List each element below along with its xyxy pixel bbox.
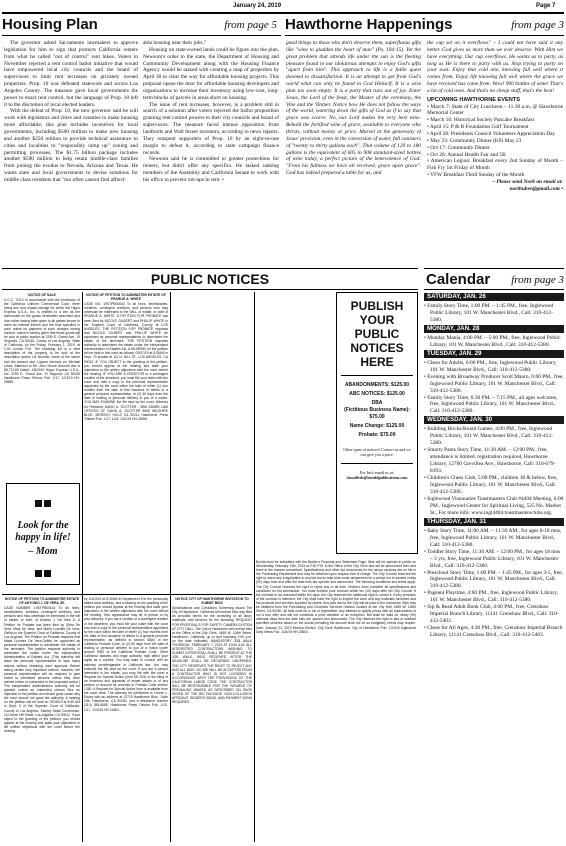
notice-body: Specifications and Conditions Governing Award The City of Hawthorne, California will receive bids duly filed as provided herein for the furnishing of all labor, materials, and services for the following: REQUEST FOR PROPOSALS FOR SAFETY CAMERA SYSTEM AT CITY HALL. The City of Hawthorne will receive bids at the Office of the City Clerk, 4455 W. 126th Street, Hawthorne, California, up to and including 2:00 p.m. on the date indicated. MANDATORY JOB WALK THURSDAY, FEBRUARY 7, 2019 AT 10:00 A.M. ALL INTERESTED CONTRACTORS WISHING TO SUBMIT A PROPOSAL SHALL BE PRESENT AT THE JOB WALK. BIDS RECEIVED AFTER THE DEADLINE SHALL BE RETURNED UNOPENED. THE CITY RESERVES THE RIGHT TO REJECT ANY AND ALL BIDS. NO BID WILL BE ACCEPTED FROM A CONTRACTOR WHO IS NOT LICENSED IN ACCORDANCE WITH THE PROVISIONS OF THE CALIFORNIA LABOR CODE. THE CONTRACTOR WILL BE RESPONSIBLE FOR THE PAYMENT OF PREVAILING WAGES AS DESCRIBED ON PAGE SEVEN OF THE BID PACKAGE. NON-COLLUSION AFFIDAVIT, BIDDER'S BOND, AND PAYMENT BOND REQUIRED. — [172, 606, 252, 705]
notice-body: by 2/4/2019 at 8:30AM in Department 5 in the personally stated court address, and a hearing on the granting of the petition you should appear at the hearing and state your objections or file written objections with the court before the hearing. Your appearance may be in person or by your attorney. If you are a creditor or a contingent creditor of the decedent, you must file your claim with the court and mail a copy to the personal representative appointed by the court within the later of either (1) four months from the date of first issuance of letters to a general personal representative, as defined in section 58(b) of the California Probate Code, or (2) 60 days from the date of mailing or personal delivery to you of a notice under section 9052 of the California Probate Code. Other California statutes and legal authority may affect your rights as a creditor. You may want to consult with an attorney knowledgeable in California law. You may examine the file kept by the court. If you are a person interested in the estate, you may file with the court a Request for Special Notice (form DE-154) of the filing of an inventory and appraisal of estate assets or of any petition or account as provided in Probate Code section 1250. A Request for Special Notice form is available from the court clerk. The attorney for petitioners is Lennie L. Eddey with an address at 12719 Hawthorne Blvd., Suite 205, Hawthorne, CA 90250, and a telephone number (310) 355-8588. Hawthorne Press Tribune Pub. 1/10, 1/17, 1/24/19 HH-26561 — [84, 597, 168, 712]
ad-headline-4: NOTICES — [350, 341, 404, 355]
ad-headline-5: HERE — [360, 355, 394, 369]
hawthorne-paragraph: the cup set on it overflows" – I could not have said it any better. God gives us more than we ever deserve. With Him we have everything. Our cup overflows. He wants us to party, as long as He is there to party with us. Stop trying to party on your own. Enjoy that cold one, knowing full well where it comes from. Enjoy life knowing full well where the grace we have received has come from. Wow! 900 bottles of wine! That's a lot of cold ones. And that's no cheap stuff, that's the best! — [427, 40, 563, 94]
hawthorne-column-1 — [286, 40, 421, 262]
ad-price: (Fictitious Business Name): $75.00 — [344, 407, 410, 420]
calendar-event: • Chess for All Ages, 4:30 PM., free, Crenshaw Imperial Branch Library, 11141 Crenshaw Blvd., Call: 310-412-5403. — [424, 625, 563, 639]
ad-divider — [341, 375, 413, 376]
calendar-event: • Family Story Time, 6:30 PM. – 7:15 PM., all ages welcome, free, Inglewood Public Library, 101 W. Manchester Blvd., Call: 310-412-5380. — [424, 394, 558, 415]
calendar-day-wednesday: WEDNESDAY, JAN. 30 — [424, 416, 564, 424]
housing-header — [2, 16, 281, 34]
ad-headline-1: PUBLISH — [350, 299, 404, 313]
ad-divider-2 — [341, 463, 413, 464]
calendar-event: • Preschool Story Time, 1:00 PM. – 1:45 PM., for ages 3-5, free, Inglewood Public Library, 101 W. Manchester Blvd., Call: 310-412-5380. — [424, 569, 564, 590]
calendar-header — [426, 271, 564, 289]
event-item: • VFW Breakfast Third Sunday of the Month — [427, 172, 525, 179]
housing-paragraph: The governor asked Sacramento lawmakers to approve legislation for him to sign that protects California renters from what he called "out of control" rent hikes. Voters in November rejected a rent control ballot initiative that would have empowered local city councils and the board of supervisors to limit rent increases on privately owned properties. Prop. 10 was defeated statewide and across Los Angeles County. The measure gave local governments the power to enact rent control, but the language of Prop. 10 left it to the discretion of local elected leaders. — [4, 40, 138, 108]
notice-de-vera — [4, 597, 80, 841]
box-marks — [7, 494, 79, 512]
ad-price: Probate: $75.00 — [358, 432, 396, 438]
notice-hawthorne-bids — [172, 597, 252, 841]
hawthorne-paragraph: good things to those who don't deserve them, superfluous gifts like "wine to gladden the heart of man" (Ps. 104:15). Yet the great problem that attends life under the sun is the fleeting pleasure found in our idolatrous attempts to enjoy God's gifts "apart from him". This approach to life is a futile quest doomed to dissatisfaction. It is an attempt to get from God's world what can only be found in God Himself. It is a wise plan too soon empty. It is a party that runs out of joy. Enter Jesus, the Lord of the feast, the Master of the ceremony, the Vine and the Vintner. Notice how He does not follow the ways of the world, watering down the gifts of God as if to say that grace was scarce. No, our Lord makes the very best wine. Behold the fortified wine of grace, available to everyone who thirsts, without money or price. Marvel at the generosity of Jesus' provision, even in the conversion of water, full canisters of "twenty to thirty gallons each". That volume of 120 to 180 gallons is the equivalent of 605 to 908 standard-sized bottles of wine today, a perfect picture of the benevolence of God: "From his fullness we have all received, grace upon grace". God has indeed prepared a table for us, and — [286, 40, 421, 177]
notices-divider — [170, 292, 171, 842]
hawthorne-rule — [285, 35, 564, 36]
calendar-title: Calendar — [426, 271, 491, 288]
calendar-event: • Baby Story Time, 11:00 AM. – 11:30 AM., for ages 0-18 mos, free, Inglewood Public Library, 101 W. Manchester Blvd., Call: 310-412-5380. — [424, 527, 562, 548]
event-item: • Oct 26: Annual Health Fair and 5K — [427, 151, 506, 158]
event-item: • March 16: Historical Society Pancake Breakfast — [427, 117, 534, 124]
ad-contact: For Info email us at: — [359, 470, 395, 475]
page-number: Page 7 — [536, 3, 556, 9]
issue-date: January 24, 2019 — [233, 3, 282, 9]
ad-fine-print: Other types of notices? Contact us and we can give you a price. — [343, 447, 411, 457]
calendar-event: • Sip & Read Adult Book Club, 4:00 PM., free, Crenshaw Imperial Branch Library, 11141 Crenshaw Blvd., Call: 310-412-5403. — [424, 604, 559, 625]
calendar-body — [424, 292, 564, 844]
notice-title: NOTICE OF PETITION TO ADMINISTER ESTATE OF PEARLIE A. WHITE — [86, 293, 166, 302]
ad-price: ABANDONMENTS: $125.00 — [344, 382, 410, 388]
ad-price: Name Change: $125.00 — [349, 423, 405, 429]
notices-divider — [82, 292, 83, 842]
calendar-event: • Pageant Playtime, 4:00 PM., free, Inglewood Public Library, 101 W. Manchester Blvd., Call: 310-412-5380. — [424, 590, 559, 604]
calendar-event: • Building Bricks/Board Games, 4:00 PM., free, Inglewood Public Library, 101 W. Manchester Blvd., Call: 310-412-5380. — [424, 426, 553, 447]
notice-title: NOTICE OF SALE — [28, 293, 56, 297]
event-item: • American Legion: Breakfast every 2nd Sunday of Month – Fish Fry 1st Friday of Month — [427, 158, 563, 172]
hawthorne-title: Hawthorne Happenings — [285, 16, 453, 33]
public-notices-title: PUBLIC NOTICES — [150, 271, 270, 287]
notices-rule — [2, 289, 418, 290]
box-marks-bottom — [7, 564, 79, 582]
closing-line: – Please send Norb an email at: — [492, 178, 563, 185]
upcoming-events-title: UPCOMING HAWTHORNE EVENTS — [427, 96, 520, 103]
calendar-rule — [424, 289, 564, 290]
top-rule — [2, 12, 564, 14]
calendar-event: • Inglewood Visionaries Toastmasters Club #4404 Meeting, 6:00 PM., Inglewood Center for Spiritual Living, 525 No. Market St., For more info: www.ingl4404.toastmastersclubs.org. — [424, 495, 564, 516]
ad-headline-2: YOUR — [359, 313, 395, 327]
housing-column-1 — [4, 40, 138, 262]
calendar-event: • Children's Chess Club, 5:00 PM., children 18 & below, free, Inglewood Public Library, 101 W. Manchester Blvd., Call: 310-412-5380. — [424, 475, 558, 495]
housing-from: from page 5 — [224, 19, 277, 31]
notice-sale — [4, 293, 80, 453]
housing-column-2 — [143, 40, 279, 262]
publish-ad[interactable] — [336, 292, 418, 554]
notice-body: CASE NO. 19STPB00064 To all heirs, beneficiaries, creditors, contingent creditors, and persons who may otherwise be interested in the WILL or estate, or both of PEARLIE A. WHITE. A PETITION FOR PROBATE has been filed by NICOLE GILBERT and PHILLIP WHITE in the Superior Court of California, County of LOS ANGELES. THE PETITION FOR PROBATE requests that NICOLE GILBERT and PHILLIP WHITE be appointed as personal representatives to administer the estate of the decedent. THE PETITION requests authority to administer the estate under the Independent Administration of Estates Act. A HEARING on the petition will be held in this court as follows: 02/07/19 at 8:30AM in Dept. 79 located at 111 N. HILL ST., LOS ANGELES, CA 90012. IF YOU OBJECT to the granting of the petition, you should appear at the hearing and state your objections or file written objections with the court before the hearing. IF YOU ARE A CREDITOR or a contingent creditor of the decedent, you must file your claim with the court and mail a copy to the personal representative appointed by the court within the later of either (1) four months from the date of first issuance of letters to a general personal representative, or (2) 60 days from the date of mailing or personal delivery to you of a notice. YOU MAY EXAMINE the file kept by the court. Attorney for Petitioner DAVID A. SCOTTER - SBN 246859 LAW OFFICES OF DAVID A. SCOTTER 8549 WILSHIRE BLVD. BEVERLY HILLS CA 90211 Hawthorne Press Tribune Pub. 1/17, 1/24, 1/31/19 HH-26594 — [84, 302, 168, 421]
housing-paragraph: The issue of rent increases, however, is a problem still in search of a solution after voters rejected the ballot proposition granting rent control powers to their city councils and board of supervisors. The measure faced intense opposition from landlords and Wall Street investors, according to news reports. They outspent supporters of Prop. 10 by an eight-to-one margin to defeat it, according to state campaign finance records. — [143, 101, 279, 156]
notice-continued — [84, 597, 168, 841]
calendar-day-saturday: SATURDAY, JAN. 26 — [424, 293, 564, 301]
event-item: • April 28: Presidents Council Volunteers Appreciation Day — [427, 130, 556, 137]
housing-paragraph: able housing near their jobs." — [143, 40, 207, 46]
hawthorne-header — [285, 16, 564, 34]
calendar-event: • Toddler Story Time, 11:30 AM. – 12:00 PM., for ages 18 mos – 3 yrs, free, Inglewood Public Library, 101 W. Manchester Blvd., Call: 310-412-5380. — [424, 548, 561, 569]
ad-email[interactable]: classifieds@heraldpublications.com — [346, 475, 408, 480]
notice-bonds — [256, 560, 416, 841]
housing-rule — [2, 35, 281, 36]
calendar-day-tuesday: TUESDAY, JAN. 29 — [424, 350, 564, 358]
calendar-event: • Chess for Adults, 6:00 PM., free, Inglewood Public Library, 101 W. Manchester Blvd., Call: 310-412-5380. — [424, 359, 557, 373]
notice-body: U.C.C. 7/210 In accordance with the provisions of the California Uniform Commercial Code, there being due and unpaid storage for which the Hippo Express U.S.A., Inc. is entitled to a lien as the warehouse on the goods hereinafter described and due notice having been given to all parties known to claim an interest therein and the time specified in such notice for payment of such charges having expired, notice is hereby given that these goods will be sold at public auction at 2250 E. Grand Ave., El Segundo, CA 90245, County of Los Angeles, State of California, on the Friday, February 1, 2019, at 1:00 o'clock P.M. The following list is a brief description of the property to be sold at the description and/or Lot Number, name of the owner and the amount due: Lignum interiors c/o Michael Lewis, Attention to Mr. John Moore Amount due is $8,773.69 Dated: 1/8/2019 Hippo Express U.S.A., Inc. 2250 E. Grand Ave. El Segundo CA 90245 Hawthorne Press Tribune Pub. 1/17, 1/24/19 HH-26586 — [4, 298, 80, 384]
ad-price: ABC NOTICES: $125.00 — [349, 391, 405, 397]
housing-paragraph: Housing on state-owned lands could be figure into the plan. Newsom's order to the state, the Department of Housing and Community Development along with the Housing Finance Agency would be tasked with creating a map of properties by April 30 to clear the way for affordable housing projects. This proposal opens the door for affordable housing developers and organizations to increase their inventory using low-cost, long-term blocks of parcels in areas short on housing. — [143, 46, 279, 101]
calendar-day-monday: MONDAY, JAN. 28 — [424, 325, 564, 333]
housing-paragraph: Newsom said he is committed to greater protections for renters, but didn't offer any specifics. He tasked ranking members of the Assembly and California Senate to work with his office to prevent run-ups in rent. • — [143, 156, 279, 183]
event-item: • April 15: P & R Foundation Golf Tournament — [427, 124, 529, 131]
notice-title: NOTICE CITY OF HAWTHORNE INVITATION TO SUBMIT BIDS — [175, 597, 249, 606]
calendar-day-thursday: THURSDAY, JAN. 31 — [424, 518, 564, 526]
hawthorne-from: from page 3 — [511, 19, 564, 31]
notice-body: CASE NUMBER 19STPB00144 To all heirs, beneficiaries, creditors, contingent creditors, and persons who may otherwise be interested in the will or estate, or both, of Antonio J. De Vera Jr. A Petition for Probate has been filed by Silvia De Vera, Mark De Vera, and Marla Lourdes De Vera-Gelido in the Superior Court of California, County of Los Angeles. The Petition for Probate requests that Marla Lourdes De Vera-Gelido be appointed as personal representative to administer the estate of the decedent. The petition requests authority to administer the estate under the Independent Administration of Estates Act. (This authority will allow the personal representative to take many actions without obtaining court approval. Before taking certain very important actions, however, the personal representative will be required to give notice to interested persons unless they have waived notice or consented to the proposed action.) The independent administration authority will be granted unless an interested person files an objection to the petition and shows good cause why the court should not grant the authority. A hearing on the petition will be held on 02/08/19 at 8:30 AM in Dept. 5 of the Superior Court of California, County of Los Angeles, Stanley Mosk Courthouse, 111 North Hill Street, Los Angeles, CA 90012. If you object to the granting of the petition, you should appear at the hearing and state your objections or file written objections with the court before the hearing. — [4, 606, 80, 733]
notice-title: NOTICE OF PETITION TO ADMINISTER ESTATE OF ANTONIO J. DE VERA JR. — [4, 597, 80, 606]
ad-headline-3: PUBLIC — [354, 327, 400, 341]
contact-email: northuber@gmail.com • — [509, 185, 563, 192]
event-item: • May 23: Community Dinner (K9) May 23 — [427, 137, 522, 144]
notices-top-rule — [2, 268, 418, 269]
happy-box — [6, 483, 80, 585]
ad-price: DBA — [371, 400, 383, 406]
notice-pearlie-white — [84, 293, 168, 593]
calendar-event: • Smarty Pants Story Time, 11:30 AM. – 12:00 PM., free, attendance is limited, registration required, Hawthorne Library, 12700 Grevillea Ave., Hawthorne, Call: 310-679-8193. — [424, 447, 556, 475]
happy-sign: – Mom — [28, 546, 58, 557]
calendar-top-rule — [424, 268, 564, 269]
notice-body: Bonds must be submitted with the Bidder's Proposal and Statement Page. Bids will be opened in public on Wednesday, February 13th, 2019 at 2:00 P.M. in the Office of the City Clerk and will be announced then and there in the manner prescribed. Specifications and other bid documents for the above services are on file in the Purchasing Department and may be obtained upon request free of charge. The City Council reserves the right to waive any irregularities in any bid and to take bids under advisement for a period not to exceed ninety (90) days from and after the date bids are opened and announced. The following conditions and terms apply: The City Council reserves the right to reject any or all bids. Vendors must complete all specifications and conditions for bid submission. You must execute your contract within ten (10) days after the City Council. If the contract is not executed within ten days, the City reserves the additional right to cancel it. Every provision of the contract is intended, the City shall have the right to inspect the work and any materials furnished and the products and services supplied by others. Any acts and to the City will be paid to the contractor. Bids may be obtained from the Purchasing and Contracts Services Division located at the City Hall, 4455 W. 126th Street, CA 90250. All bids must be in ink or typewritten. Any attempt to qualify prices with an equivocation is not a true offer and will not constitute a price variation or an exception. Bid shall be valid for ninety (90) calendar days from the date bids are opened and announced. The City reserves the right to add or subtract specified services based on the actual prevailing bid amount shall not be as budgetary needs may require. Date: January 24, 2019 Monica Dicrisci, City Clerk Hawthorne, City of Hawthorne Pub. 1/24/19 Inglewood Daily News Pub. 1/24/19 HH-26604 — [256, 560, 416, 634]
hawthorne-column-2 — [427, 40, 563, 262]
calendar-event: • Evening with Broadway Producer Scott Mauro, 6:00 PM., free, Inglewood Public Library, 101 W. Manchester Blvd., Call: 310-412-5380. — [424, 373, 564, 394]
notices-section-divider — [2, 594, 252, 595]
happy-text: Look for the happy in life! — [15, 520, 71, 543]
event-item: • March 7: State of City Luncheon – 11:30 a.m. @ Hawthorne Memorial Center — [427, 103, 563, 117]
calendar-from: from page 3 — [511, 274, 564, 286]
housing-title: Housing Plan — [2, 16, 98, 33]
event-item: • Oct 17: Community Dinner — [427, 144, 490, 151]
notices-divider — [254, 292, 255, 842]
calendar-event: • Monday Mania, 4:00 PM. – 5:00 PM., free, Inglewood Public Library, 101 W. Manchester Blvd., Call: 310-412-5380. — [424, 334, 561, 348]
housing-paragraph: With the defeat of Prop. 10, the new governor said he will work with legislators and cities and counties to make housing more affordable; this plan includes incentives for local governments, including $500 million to make new housing and another $250 million to provide technical assistance to cities and localities to "responsibly ramp up" zoning and permitting processes. The $1.75 billion package includes another $500 million to help retain middle-class families from joining the exodus to Nevada, Arizona and Texas. He wants state and local governments to devise solutions for middle class residents that "too often cannot find afford- — [4, 108, 138, 183]
calendar-event: • Family Story Time, 1:00 PM. – 1:45 PM., free, Inglewood Public Library, 101 W. Manchester Blvd., Call: 310-412-5380. — [424, 303, 554, 323]
